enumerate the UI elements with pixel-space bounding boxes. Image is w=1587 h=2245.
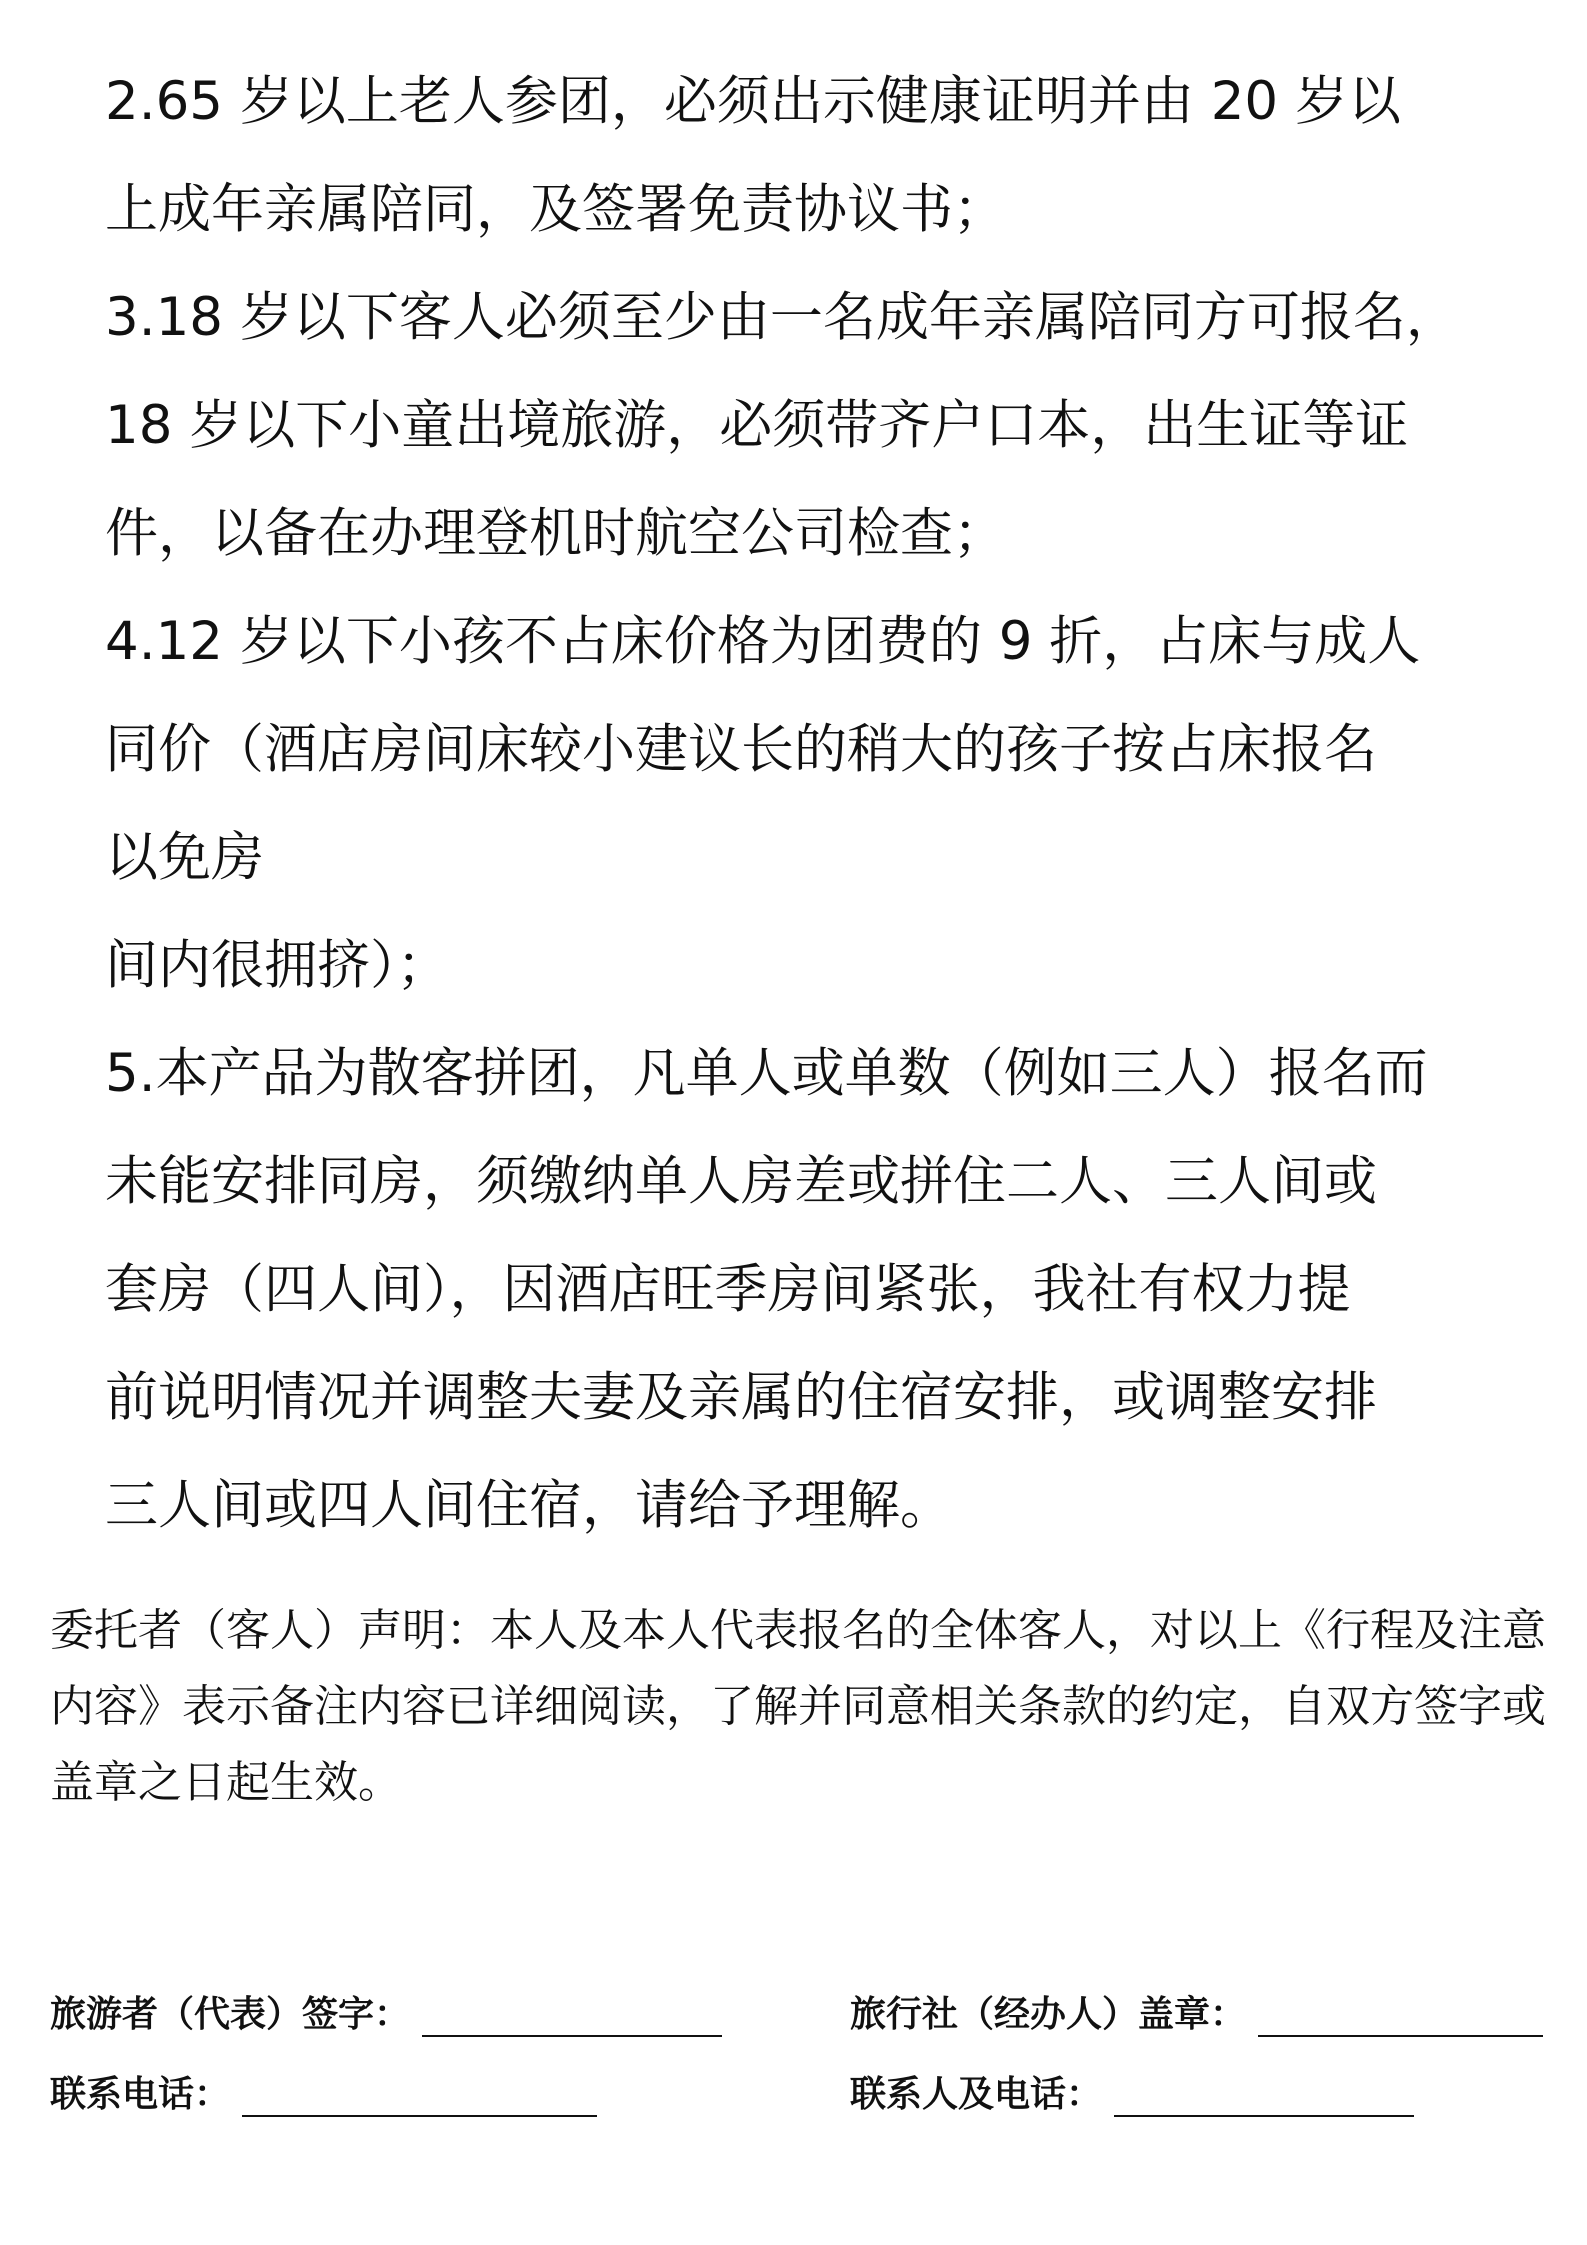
term-item-3: 3.18 岁以下客人必须至少由一名成年亲属陪同方可报名， 18 岁以下小童出境旅游，必须带齐户口本，出生证等证 件，以备在办理登机时航空公司检查； [105,287,1459,564]
signature-row-2 [50,2065,1550,2125]
tourist-signature-field [50,1985,722,2045]
contact-phone-line[interactable] [1114,2069,1414,2117]
phone-line[interactable] [242,2069,597,2117]
customer-declaration: 委托者（客人）声明：本人及本人代表报名的全体客人，对以上《行程及注意内容》表示备注内容已详细阅读，了解并同意相关条款的约定，自双方签字或盖章之日起生效。 [50,1605,1546,1808]
terms-list [105,48,1545,1560]
phone-field [50,2065,597,2125]
agency-seal-field [850,1985,1543,2045]
contact-phone-label: 联系人及电话： [850,2074,1103,2115]
tourist-signature-line[interactable] [422,1989,722,2037]
phone-label: 联系电话： [50,2074,231,2115]
term-item-2: 2.65 岁以上老人参团，必须出示健康证明并由 20 岁以 上成年亲属陪同，及签署免责协议书； [105,71,1401,240]
term-item-4: 4.12 岁以下小孩不占床价格为团费的 9 折，占床与成人 同价（酒店房间床较小建议长的稍大的孩子按占床报名 以免房 间内很拥挤）； [105,611,1421,996]
contact-phone-field [850,2065,1414,2125]
agency-seal-line[interactable] [1258,1989,1543,2037]
signature-row-1 [50,1985,1550,2045]
agency-seal-label: 旅行社（经办人）盖章： [850,1994,1247,2035]
term-item-5: 5.本产品为散客拼团，凡单人或单数（例如三人）报名而 未能安排同房，须缴纳单人房差或拼住二人、三人间或 套房（四人间），因酒店旺季房间紧张，我社有权力提 前说明情况并调整夫妻及亲属的住宿安排，或调整安排 三人间或四人间住宿，请给予理解。 [105,1043,1428,1536]
tourist-signature-label: 旅游者（代表）签字： [50,1994,411,2035]
